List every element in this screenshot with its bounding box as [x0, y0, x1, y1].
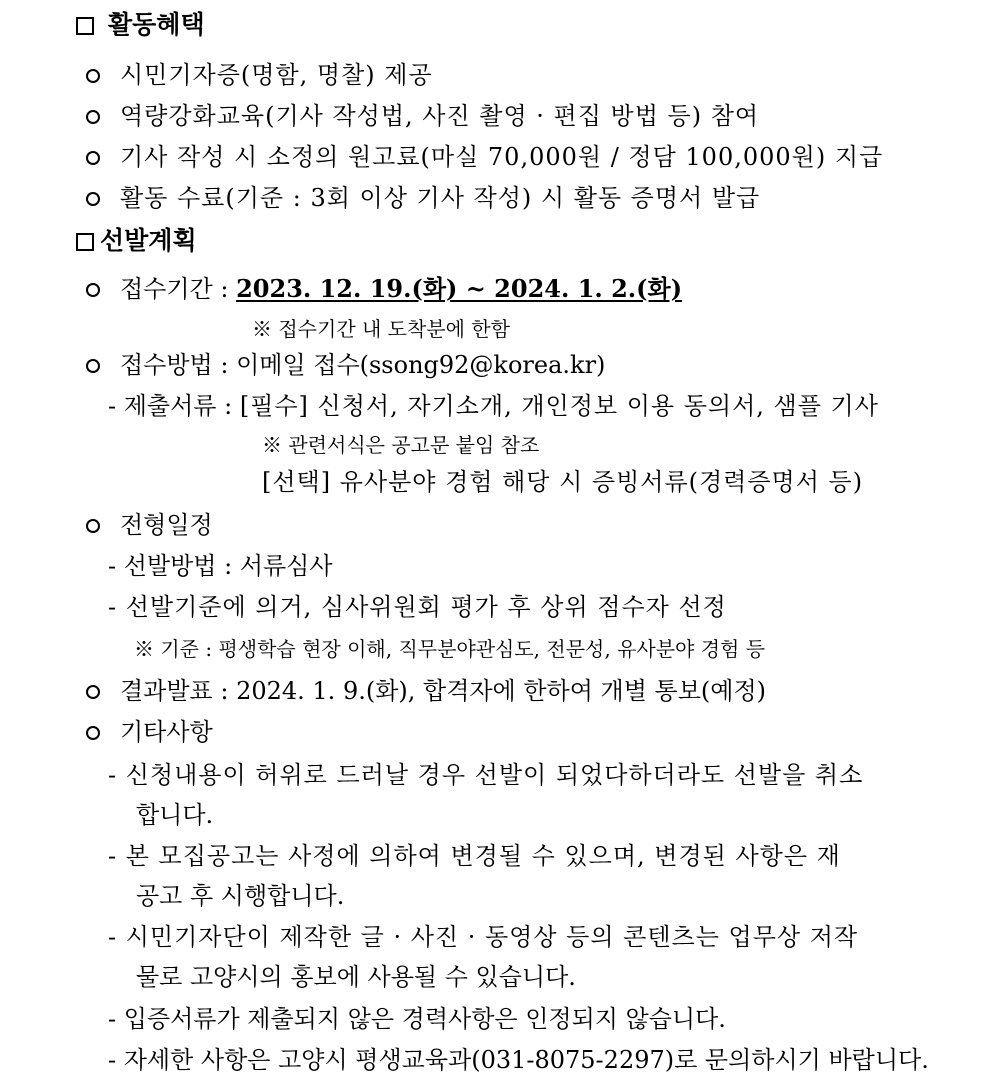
period-dates: 2023. 12. 19.(화) ~ 2024. 1. 2.(화)	[236, 274, 683, 303]
misc-item-4: - 입증서류가 제출되지 않은 경력사항은 인정되지 않습니다.	[108, 1005, 726, 1033]
schedule-heading: 전형일정	[86, 510, 213, 540]
period-note: ※ 접수기간 내 도착분에 한함	[252, 317, 510, 341]
misc-item-5: - 자세한 사항은 고양시 평생교육과(031-8075-2297)로 문의하시기 바랍니다.	[108, 1046, 929, 1074]
misc-heading: 기타사항	[86, 717, 213, 747]
circle-bullet-icon	[86, 519, 100, 533]
criteria-note: ※ 기준 : 평생학습 현장 이해, 직무분야관심도, 전문성, 유사분야 경험 등	[134, 637, 766, 661]
circle-bullet-icon	[86, 192, 100, 206]
checkbox-square-icon	[76, 17, 94, 35]
optional-docs: [선택] 유사분야 경험 해당 시 증빙서류(경력증명서 등)	[262, 468, 864, 496]
benefit-item: 역량강화교육(기사 작성법, 사진 촬영 · 편집 방법 등) 참여	[86, 101, 759, 131]
misc-item-1: - 신청내용이 허위로 드러날 경우 선발이 되었다하더라도 선발을 취소	[108, 761, 864, 789]
circle-bullet-icon	[86, 726, 100, 740]
benefit-item: 기사 작성 시 소정의 원고료(마실 70,000원 / 정담 100,000원) 지급	[86, 142, 883, 172]
circle-bullet-icon	[86, 110, 100, 124]
result-announcement: 결과발표 : 2024. 1. 9.(화), 합격자에 한하여 개별 통보(예정)	[86, 676, 766, 706]
benefit-item: 활동 수료(기준 : 3회 이상 기사 작성) 시 활동 증명서 발급	[86, 183, 760, 213]
application-method: 접수방법 : 이메일 접수(ssong92@korea.kr)	[86, 350, 605, 380]
misc-item-2: - 본 모집공고는 사정에 의하여 변경될 수 있으며, 변경된 사항은 재	[108, 842, 841, 870]
misc-item-3-cont: 물로 고양시의 홍보에 사용될 수 있습니다.	[136, 963, 576, 991]
required-docs: - 제출서류 : [필수] 신청서, 자기소개, 개인정보 이용 동의서, 샘플 기사	[108, 392, 879, 420]
misc-item-2-cont: 공고 후 시행합니다.	[136, 882, 345, 910]
benefits-heading: 활동혜택	[76, 10, 205, 40]
circle-bullet-icon	[86, 685, 100, 699]
circle-bullet-icon	[86, 151, 100, 165]
benefit-item: 시민기자증(명함, 명찰) 제공	[86, 60, 433, 90]
application-period: 접수기간 : 2023. 12. 19.(화) ~ 2024. 1. 2.(화)	[86, 274, 682, 304]
misc-item-1-cont: 합니다.	[136, 801, 214, 829]
docs-note: ※ 관련서식은 공고문 붙임 참조	[262, 433, 540, 457]
selection-method: - 선발방법 : 서류심사	[108, 552, 333, 580]
selection-heading: 선발계획	[76, 226, 197, 256]
circle-bullet-icon	[86, 359, 100, 373]
misc-item-3: - 시민기자단이 제작한 글 · 사진 · 동영상 등의 콘텐츠는 업무상 저작	[108, 923, 859, 951]
selection-criteria: - 선발기준에 의거, 심사위원회 평가 후 상위 점수자 선정	[108, 593, 727, 621]
checkbox-square-icon	[76, 233, 94, 251]
circle-bullet-icon	[86, 69, 100, 83]
circle-bullet-icon	[86, 283, 100, 297]
